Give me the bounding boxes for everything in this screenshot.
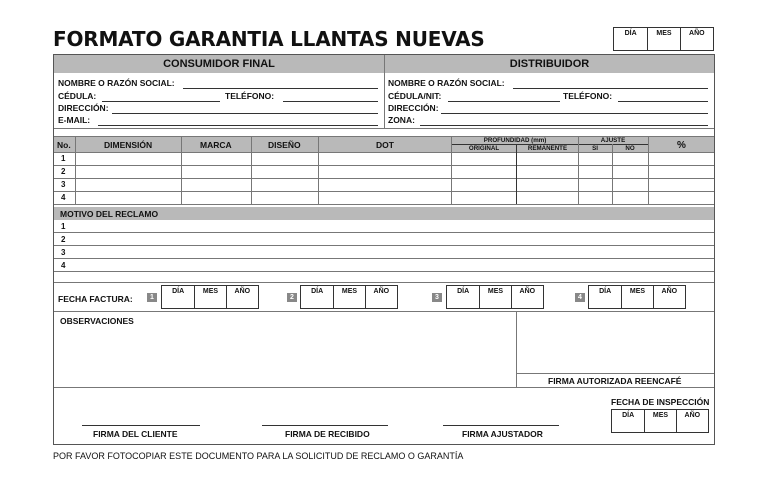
consumer-name-field[interactable] xyxy=(183,88,378,89)
header-date-year: AÑO xyxy=(680,28,713,50)
tire-col-line xyxy=(516,144,517,204)
tire-row-line xyxy=(54,178,714,179)
invoice-date-box[interactable] xyxy=(300,285,398,309)
distributor-zone-label: ZONA: xyxy=(388,115,415,125)
received-signature-field[interactable] xyxy=(262,425,388,426)
consumer-address-field[interactable] xyxy=(112,113,378,114)
invoice-badge: 4 xyxy=(575,293,585,302)
distributor-address-label: DIRECCIÓN: xyxy=(388,103,439,113)
header-date-month: MES xyxy=(647,28,679,50)
tire-col-line xyxy=(75,137,76,204)
fields-bottom-border xyxy=(54,128,714,129)
col-adjust: AJUSTE xyxy=(600,137,626,144)
tire-col-line xyxy=(181,137,182,204)
consumer-email-label: E-MAIL: xyxy=(58,115,91,125)
tire-row-number: 1 xyxy=(61,154,66,163)
authorized-signature-line xyxy=(517,373,714,374)
invoice-date-box[interactable] xyxy=(588,285,686,309)
tire-row-line xyxy=(54,204,714,205)
observations-divider xyxy=(516,312,517,387)
invoice-date-month: MES xyxy=(194,286,225,308)
section-divider xyxy=(384,55,385,128)
depth-subheader-line xyxy=(452,144,648,145)
claim-row-line xyxy=(54,271,714,272)
consumer-id-field[interactable] xyxy=(102,101,220,102)
invoice-date-year: AÑO xyxy=(226,286,258,308)
header-date-day: DÍA xyxy=(624,30,637,37)
col-no-adjust: NO xyxy=(625,145,635,152)
invoice-date-box[interactable] xyxy=(161,285,259,309)
claim-row-number: 4 xyxy=(61,261,66,270)
col-brand: MARCA xyxy=(200,140,232,150)
distributor-name-label: NOMBRE O RAZÓN SOCIAL: xyxy=(388,78,505,88)
tire-col-line xyxy=(612,144,613,204)
distributor-id-label: CÉDULA/NIT: xyxy=(388,91,442,101)
tire-row-line xyxy=(54,152,714,153)
consumer-name-label: NOMBRE O RAZÓN SOCIAL: xyxy=(58,78,175,88)
client-signature-field[interactable] xyxy=(82,425,200,426)
inspection-date-year: AÑO xyxy=(676,410,708,432)
claim-row-number: 1 xyxy=(61,222,66,231)
invoice-date-day: DÍA xyxy=(457,288,470,295)
invoice-date-day: DÍA xyxy=(599,288,612,295)
tire-col-line xyxy=(451,137,452,204)
tire-col-line xyxy=(251,137,252,204)
col-remaining: REMANENTE xyxy=(527,145,568,152)
header-date-box[interactable] xyxy=(613,27,714,51)
authorized-signature-label: FIRMA AUTORIZADA REENCAFÉ xyxy=(548,376,682,386)
inspection-date-day: DÍA xyxy=(622,412,635,419)
tire-row-line xyxy=(54,191,714,192)
invoice-badge: 2 xyxy=(287,293,297,302)
received-signature-label: FIRMA DE RECIBIDO xyxy=(285,429,370,439)
distributor-phone-field[interactable] xyxy=(618,101,708,102)
distributor-phone-label: TELÉFONO: xyxy=(563,91,613,101)
invoice-date-year: AÑO xyxy=(653,286,685,308)
distributor-name-field[interactable] xyxy=(513,88,708,89)
invoice-date-month: MES xyxy=(479,286,510,308)
invoice-date-year: AÑO xyxy=(365,286,397,308)
distributor-zone-field[interactable] xyxy=(420,125,708,126)
tire-col-line xyxy=(578,137,579,204)
consumer-email-field[interactable] xyxy=(98,125,378,126)
tire-row-number: 4 xyxy=(61,193,66,202)
claim-header: MOTIVO DEL RECLAMO xyxy=(60,209,159,219)
claim-row-line xyxy=(54,282,714,283)
claim-row-line xyxy=(54,245,714,246)
observations-label: OBSERVACIONES xyxy=(60,316,134,326)
claim-row-line xyxy=(54,232,714,233)
tire-row-number: 2 xyxy=(61,167,66,176)
col-dot: DOT xyxy=(376,140,394,150)
invoice-badge: 1 xyxy=(147,293,157,302)
tire-col-line xyxy=(318,137,319,204)
observations-field[interactable] xyxy=(54,312,516,387)
consumer-phone-label: TELÉFONO: xyxy=(225,91,275,101)
col-yes: SI xyxy=(592,145,598,152)
invoice-date-month: MES xyxy=(333,286,364,308)
col-depth: PROFUNDIDAD (mm) xyxy=(483,137,547,144)
inspection-date-label: FECHA DE INSPECCIÓN xyxy=(611,397,710,407)
consumer-address-label: DIRECCIÓN: xyxy=(58,103,109,113)
adjuster-signature-label: FIRMA AJUSTADOR xyxy=(462,429,543,439)
invoice-date-label: FECHA FACTURA: xyxy=(58,294,133,304)
tire-row-number: 3 xyxy=(61,180,66,189)
invoice-badge: 3 xyxy=(432,293,442,302)
invoice-date-box[interactable] xyxy=(446,285,544,309)
client-signature-label: FIRMA DEL CLIENTE xyxy=(93,429,178,439)
page-title: FORMATO GARANTIA LLANTAS NUEVAS xyxy=(53,27,485,51)
col-design: DISEÑO xyxy=(268,140,301,150)
claim-row-line xyxy=(54,258,714,259)
consumer-id-label: CÉDULA: xyxy=(58,91,97,101)
tire-col-line xyxy=(648,137,649,204)
invoice-date-month: MES xyxy=(621,286,652,308)
consumer-header: CONSUMIDOR FINAL xyxy=(54,55,384,73)
distributor-header: DISTRIBUIDOR xyxy=(385,55,714,73)
observations-bottom-line xyxy=(54,387,714,388)
invoice-date-day: DÍA xyxy=(172,288,185,295)
col-percent: % xyxy=(677,140,686,151)
col-no: No. xyxy=(57,140,71,150)
inspection-date-box[interactable] xyxy=(611,409,709,433)
inspection-date-month: MES xyxy=(644,410,675,432)
footnote: POR FAVOR FOTOCOPIAR ESTE DOCUMENTO PARA LA SOLICITUD DE RECLAMO O GARANTÍA xyxy=(53,451,464,461)
invoice-date-year: AÑO xyxy=(511,286,543,308)
adjuster-signature-field[interactable] xyxy=(443,425,559,426)
tire-row-line xyxy=(54,165,714,166)
col-original: ORIGINAL xyxy=(468,145,500,152)
claim-row-number: 2 xyxy=(61,235,66,244)
claim-row-number: 3 xyxy=(61,248,66,257)
distributor-id-field[interactable] xyxy=(448,101,560,102)
invoice-date-day: DÍA xyxy=(311,288,324,295)
distributor-address-field[interactable] xyxy=(441,113,708,114)
col-dimension: DIMENSIÓN xyxy=(104,140,153,150)
consumer-phone-field[interactable] xyxy=(283,101,378,102)
